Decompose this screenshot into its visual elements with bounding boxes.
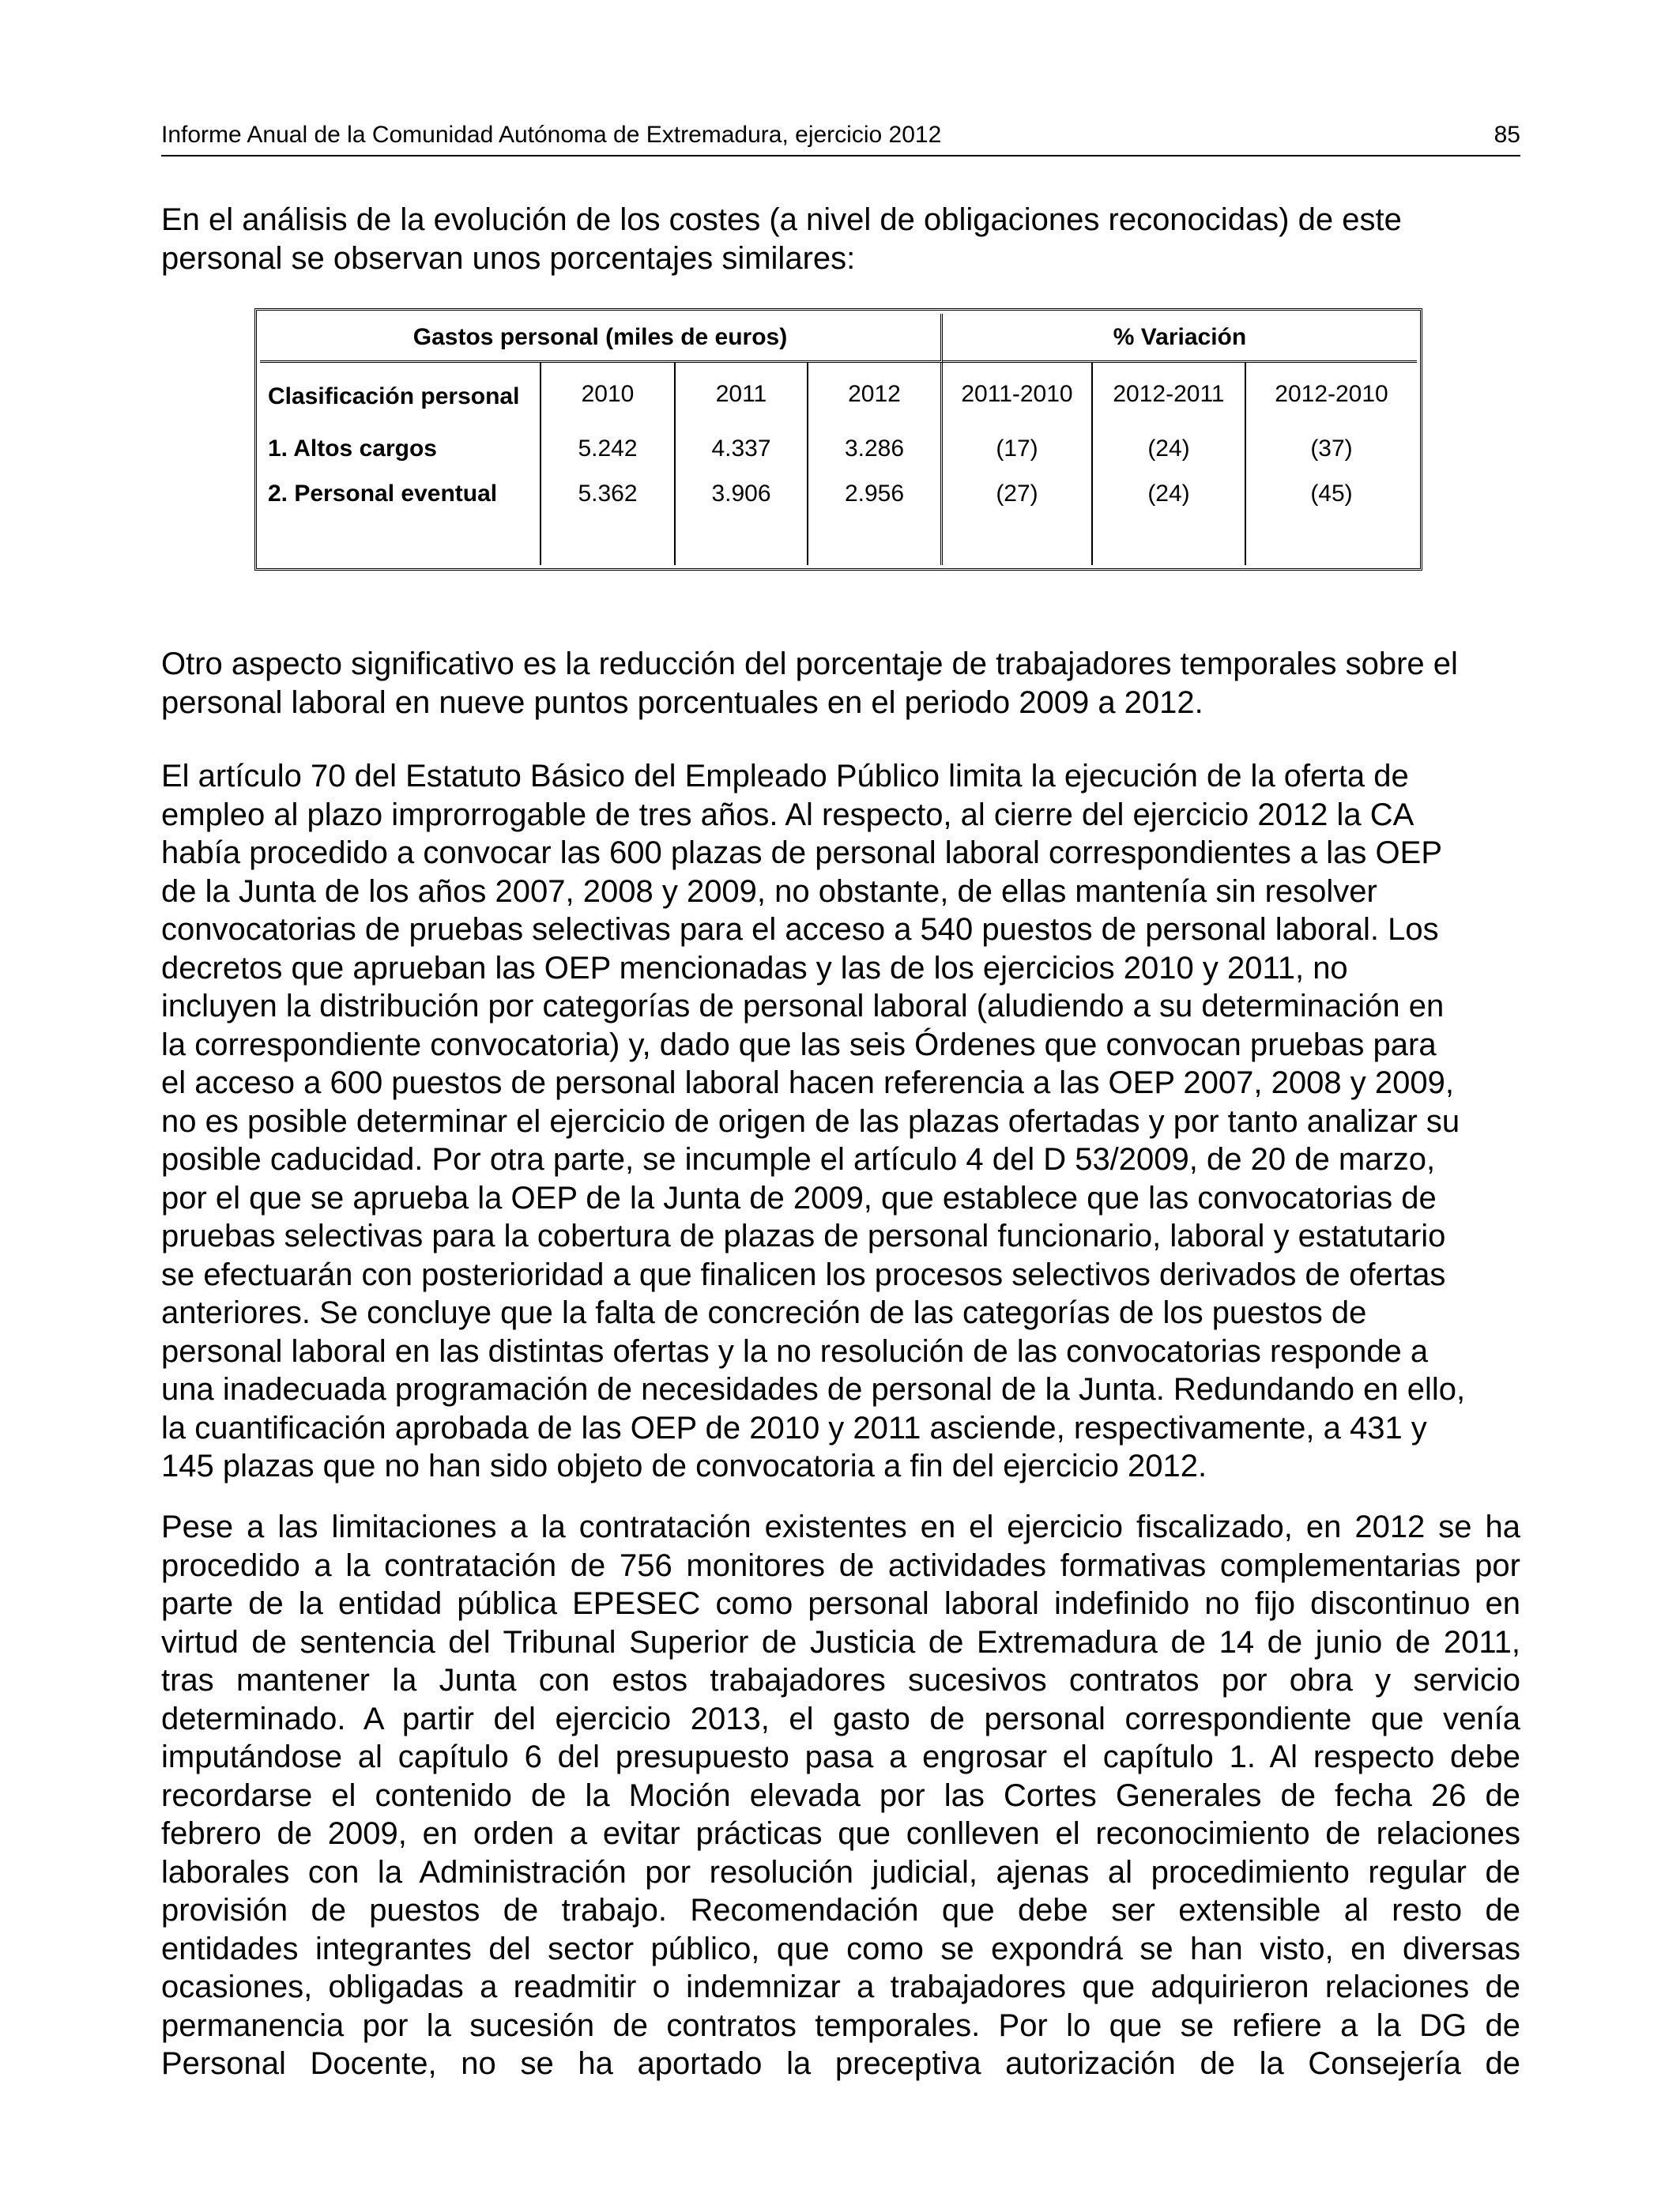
column-header: 2011-2010 (943, 363, 1093, 426)
text-line: personal laboral en las distintas ofertas y la no resolución de las convocatorias responde a (161, 1333, 1429, 1369)
text-line: En el análisis de la evolución de los costes (a nivel de obligaciones reconocidas) de este (161, 202, 1402, 237)
text-line: pruebas selectivas para la cobertura de plazas de personal funcionario, laboral y estatutario (161, 1219, 1446, 1253)
paragraph-oep (161, 757, 1520, 1486)
text-line: se efectuarán con posterioridad a que finalicen los procesos selectivos derivados de ofertas (161, 1257, 1446, 1292)
column-header: Clasificación personal (260, 363, 541, 426)
table-cell: 5.362 (541, 472, 676, 516)
text-line: no es posible determinar el ejercicio de origen de las plazas ofertadas y por tanto analizar su (161, 1103, 1460, 1139)
table-cell: 3.286 (808, 426, 943, 472)
text-line: por el que se aprueba la OEP de la Junta de 2009, que establece que las convocatorias de (161, 1180, 1437, 1216)
group-header-variation: % Variación (943, 314, 1417, 363)
text-line: había procedido a convocar las 600 plazas de personal laboral correspondientes a las OEP (161, 835, 1443, 870)
column-header: 2012-2011 (1093, 363, 1246, 426)
text-line: Otro aspecto significativo es la reducción del porcentaje de trabajadores temporales sobre el (161, 647, 1458, 681)
text-line: el acceso a 600 puestos de personal laboral hacen referencia a las OEP 2007, 2008 y 2009, (161, 1065, 1454, 1100)
text-line: anteriores. Se concluye que la falta de concreción de las categorías de los puestos de (161, 1295, 1367, 1330)
text-line: permanencia por la sucesión de contratos temporales. Por lo que se refiere a la DG de (161, 2007, 1520, 2043)
table-row (260, 472, 1417, 516)
report-title: Informe Anual de la Comunidad Autónoma de Extremadura, ejercicio 2012 (161, 122, 942, 148)
costs-table (254, 308, 1422, 571)
paragraph-temporary-workers (161, 645, 1520, 722)
text-line: empleo al plazo improrrogable de tres años. Al respecto, al cierre del ejercicio 2012 la CA (161, 797, 1414, 832)
text-line: personal laboral en nueve puntos porcentuales en el periodo 2009 a 2012. (161, 684, 1203, 720)
table-cell: 2.956 (808, 472, 943, 516)
text-line: virtud de sentencia del Tribunal Superior de Justicia de Extremadura de 14 de junio de 2011, (161, 1624, 1520, 1660)
table-cell: 5.242 (541, 426, 676, 472)
text-line: una inadecuada programación de necesidades de personal de la Junta. Redundando en ello, (161, 1372, 1466, 1407)
text-line: ocasiones, obligadas a readmitir o indemnizar a trabajadores que adquirieron relaciones de (161, 1970, 1520, 2004)
group-header-costs: Gastos personal (miles de euros) (260, 314, 943, 363)
text-line: febrero de 2009, en orden a evitar prácticas que conlleven el reconocimiento de relaciones (161, 1816, 1520, 1851)
text-line: provisión de puestos de trabajo. Recomendación que debe ser extensible al resto de (161, 1893, 1520, 1928)
text-line: 145 plazas que no han sido objeto de convocatoria a fin del ejercicio 2012. (161, 1449, 1207, 1483)
table-row (260, 426, 1417, 472)
column-header: 2012 (808, 363, 943, 426)
table-group-header-row (260, 314, 1417, 363)
text-line: convocatorias de pruebas selectivas para el acceso a 540 puestos de personal laboral. Los (161, 912, 1439, 947)
text-line: Personal Docente, no se ha aportado la preceptiva autorización de la Consejería de (161, 2046, 1520, 2081)
text-line: posible caducidad. Por otra parte, se incumple el artículo 4 del D 53/2009, de 20 de marzo, (161, 1142, 1436, 1177)
row-label: 2. Personal eventual (260, 472, 541, 516)
text-line: de la Junta de los años 2007, 2008 y 2009, no obstante, de ellas mantenía sin resolver (161, 873, 1377, 909)
column-header: 2011 (676, 363, 808, 426)
column-header: 2010 (541, 363, 676, 426)
text-line: laborales con la Administración por resolución judicial, ajenas al procedimiento regular de (161, 1854, 1520, 1890)
table-cell: (17) (943, 426, 1093, 472)
text-line: El artículo 70 del Estatuto Básico del Empleado Público limita la ejecución de la oferta de (161, 759, 1409, 794)
text-line: Pese a las limitaciones a la contratación existentes en el ejercicio fiscalizado, en 2012 se ha (161, 1510, 1520, 1544)
column-header: 2012-2010 (1275, 381, 1388, 407)
page-header (161, 119, 1520, 156)
table-cell: (24) (1093, 472, 1246, 516)
table-cell: (37) (1310, 435, 1353, 462)
intro-paragraph (161, 201, 1520, 277)
table-cell: (27) (943, 472, 1093, 516)
text-line: la correspondiente convocatoria) y, dado que las seis Órdenes que convocan pruebas para (161, 1027, 1437, 1062)
table-cell: 3.906 (676, 472, 808, 516)
text-line: parte de la entidad pública EPESEC como personal laboral indefinido no fijo discontinuo en (161, 1586, 1520, 1621)
table-spacer-row (260, 516, 1417, 565)
text-line: recordarse el contenido de la Moción elevada por las Cortes Generales de fecha 26 de (161, 1777, 1520, 1813)
page-number: 85 (1494, 122, 1520, 148)
text-line: personal se observan unos porcentajes similares: (161, 240, 856, 276)
text-line: determinado. A partir del ejercicio 2013, el gasto de personal correspondiente que venía (161, 1701, 1520, 1736)
text-line: tras mantener la Junta con estos trabajadores sucesivos contratos por obra y servicio (161, 1663, 1520, 1698)
text-line: la cuantificación aprobada de las OEP de 2010 y 2011 asciende, respectivamente, a 431 y (161, 1410, 1427, 1446)
text-line: decretos que aprueban las OEP mencionadas y las de los ejercicios 2010 y 2011, no (161, 950, 1348, 986)
table-column-header-row (260, 363, 1417, 426)
table-cell: (24) (1093, 426, 1246, 472)
table-cell: 4.337 (676, 426, 808, 472)
text-line: procedido a la contratación de 756 monitores de actividades formativas complementarias por (161, 1547, 1520, 1583)
paragraph-epesec (161, 1508, 1520, 2083)
text-line: incluyen la distribución por categorías de personal laboral (aludiendo a su determinación en (161, 989, 1445, 1023)
table-cell: (45) (1310, 481, 1353, 507)
text-line: imputándose al capítulo 6 del presupuesto pasa a engrosar el capítulo 1. Al respecto debe (161, 1740, 1520, 1774)
text-line: entidades integrantes del sector público, que como se expondrá se han visto, en diversas (161, 1931, 1520, 1966)
row-label: 1. Altos cargos (260, 426, 541, 472)
